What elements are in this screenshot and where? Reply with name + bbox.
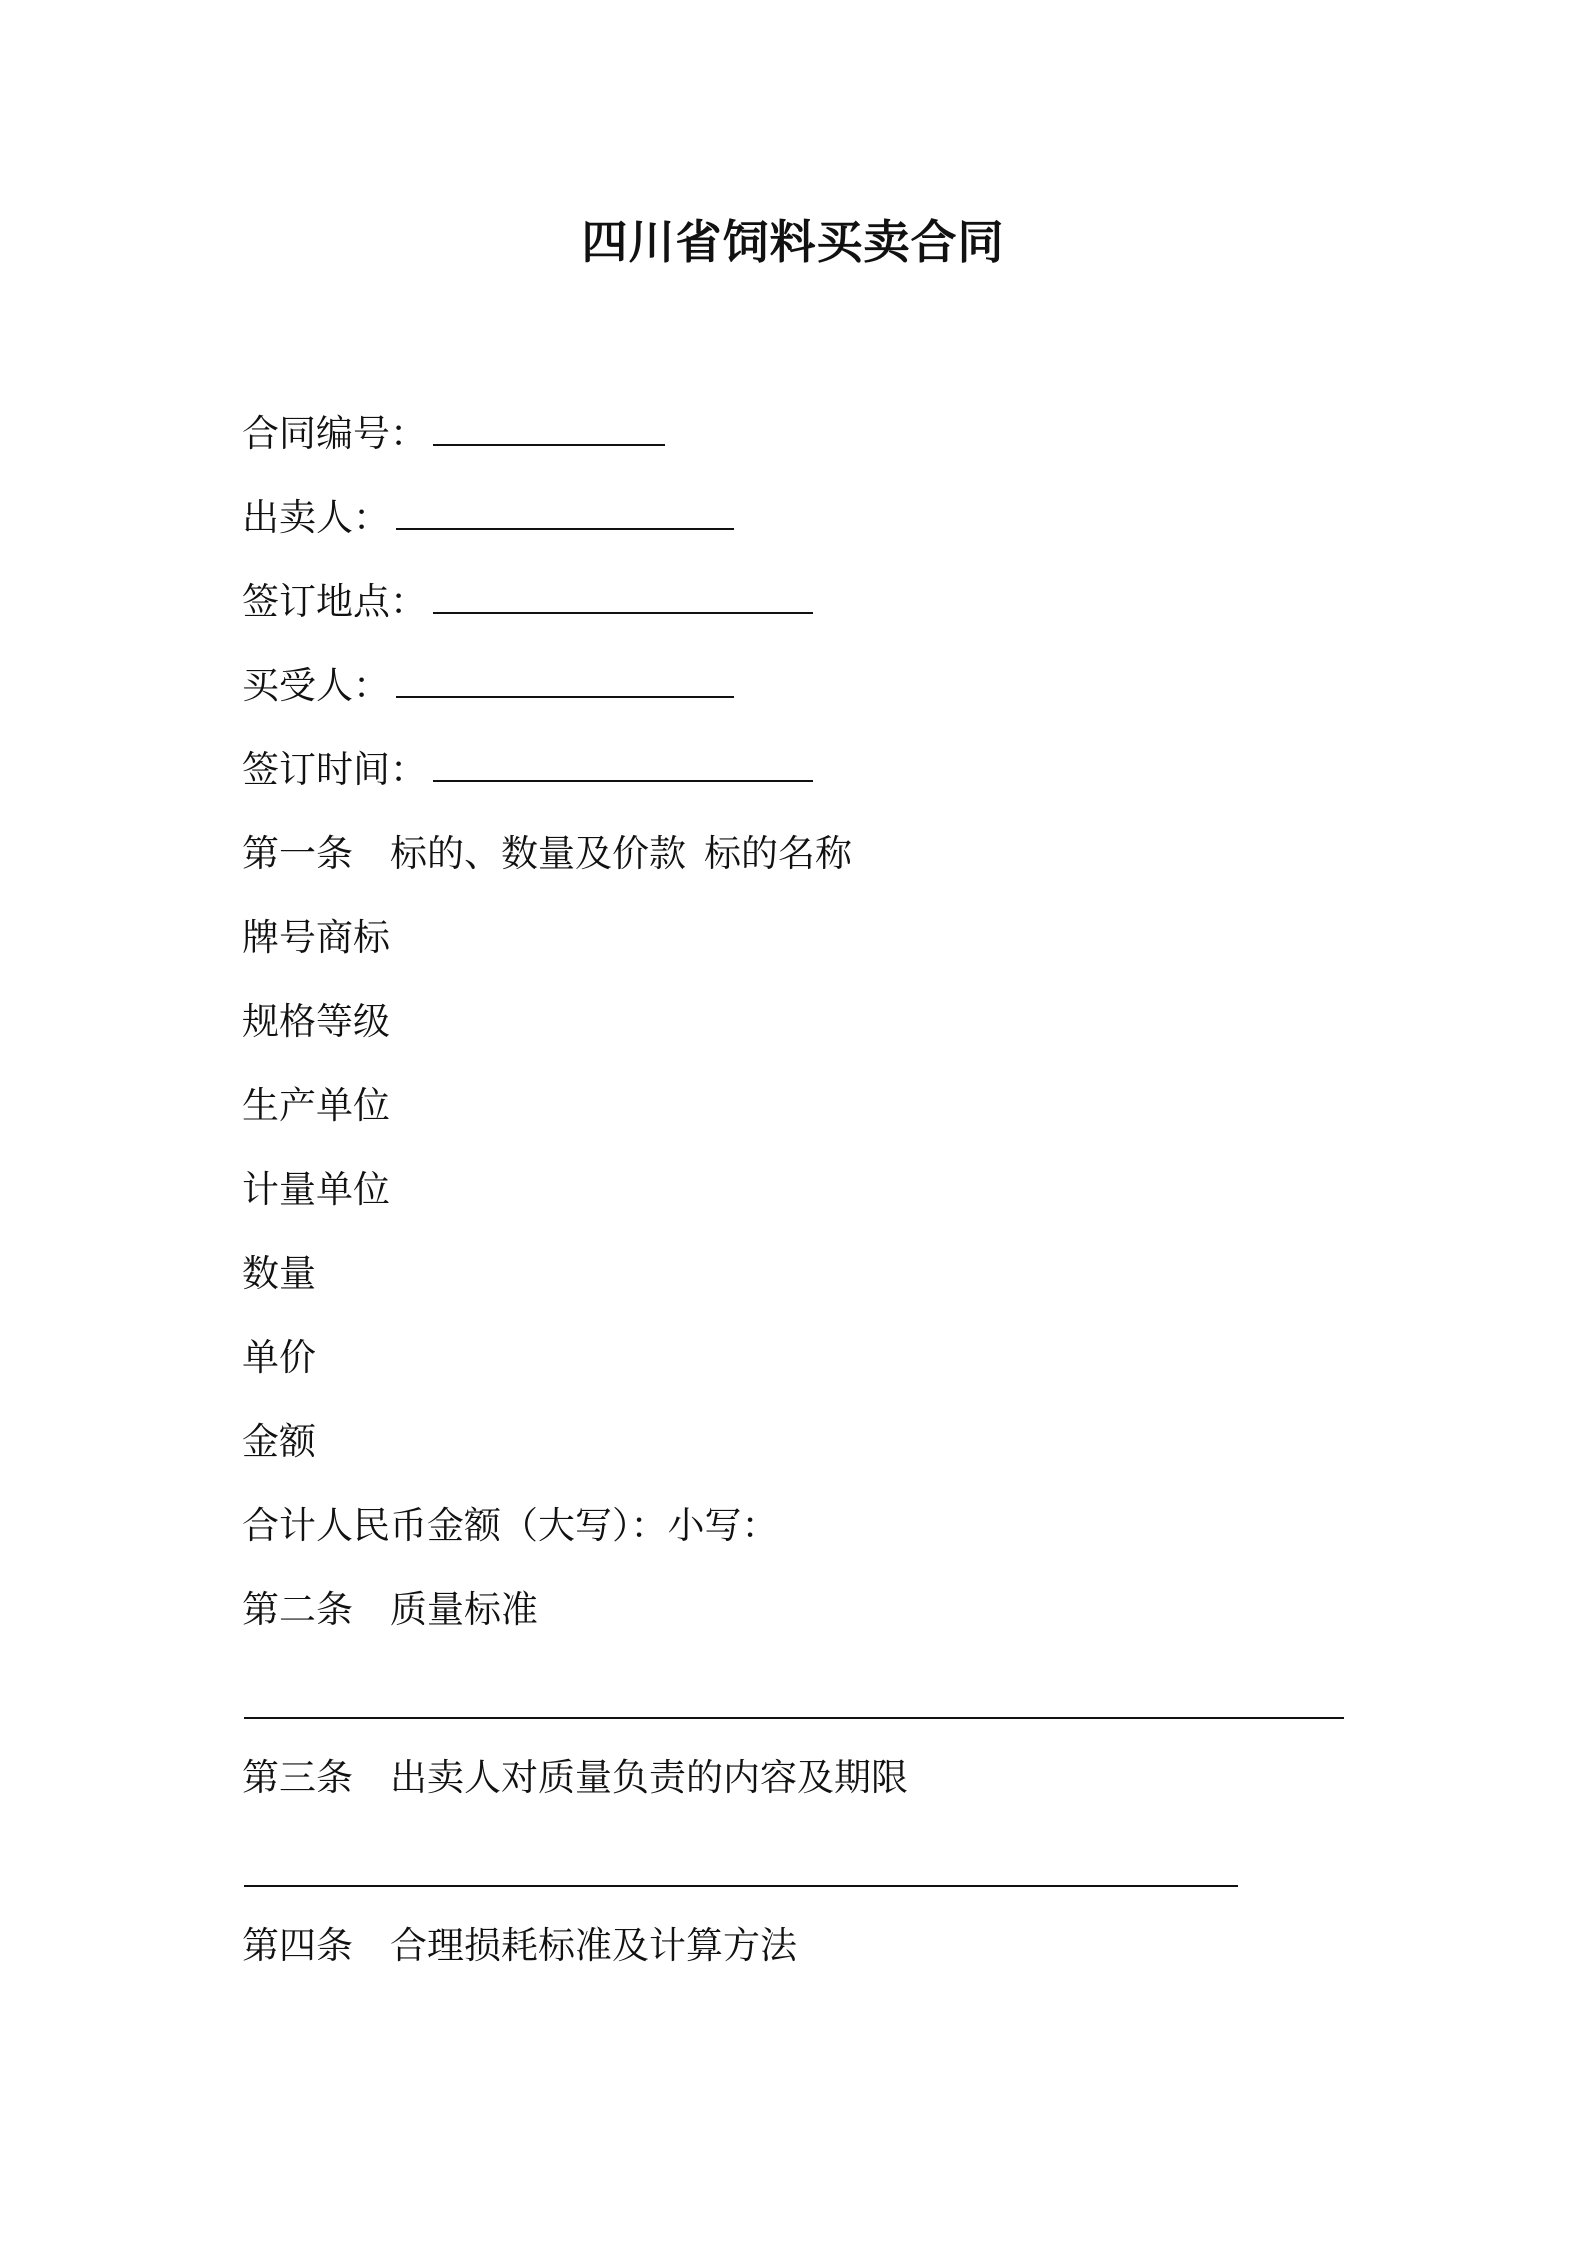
article-2-blank-line[interactable] xyxy=(244,1717,1344,1719)
article-2-heading: 第二条 质量标准 xyxy=(242,1588,538,1631)
article-1-title: 第一条 标的、数量及价款 xyxy=(242,832,686,875)
seller-blank[interactable] xyxy=(396,492,734,530)
field-label: 合同编号： xyxy=(242,412,427,455)
subject-name-label: 标的名称 xyxy=(704,832,852,875)
item-unit-price: 单价 xyxy=(242,1336,316,1379)
signing-place-field xyxy=(242,576,813,628)
buyer-blank[interactable] xyxy=(396,660,734,698)
article-4-heading: 第四条 合理损耗标准及计算方法 xyxy=(242,1924,797,1967)
contract-number-blank[interactable] xyxy=(433,408,665,446)
document-title: 四川省饲料买卖合同 xyxy=(581,215,1005,269)
item-quantity: 数量 xyxy=(242,1252,316,1295)
article-3-heading: 第三条 出卖人对质量负责的内容及期限 xyxy=(242,1756,908,1799)
item-unit: 计量单位 xyxy=(242,1168,390,1211)
total-amount-line: 合计人民币金额（大写）：小写： xyxy=(242,1504,779,1547)
contract-number-field xyxy=(242,408,665,460)
signing-time-blank[interactable] xyxy=(433,744,813,782)
item-producer: 生产单位 xyxy=(242,1084,390,1127)
field-label: 签订时间： xyxy=(242,748,427,791)
item-amount: 金额 xyxy=(242,1420,316,1463)
field-label: 签订地点： xyxy=(242,580,427,623)
signing-time-field xyxy=(242,744,813,796)
item-spec-grade: 规格等级 xyxy=(242,1000,390,1043)
field-label: 出卖人： xyxy=(242,496,390,539)
signing-place-blank[interactable] xyxy=(433,576,813,614)
article-1-heading xyxy=(242,828,852,880)
field-label: 买受人： xyxy=(242,664,390,707)
seller-field xyxy=(242,492,734,544)
buyer-field xyxy=(242,660,734,712)
item-brand-trademark: 牌号商标 xyxy=(242,916,390,959)
article-3-blank-line[interactable] xyxy=(244,1885,1238,1887)
